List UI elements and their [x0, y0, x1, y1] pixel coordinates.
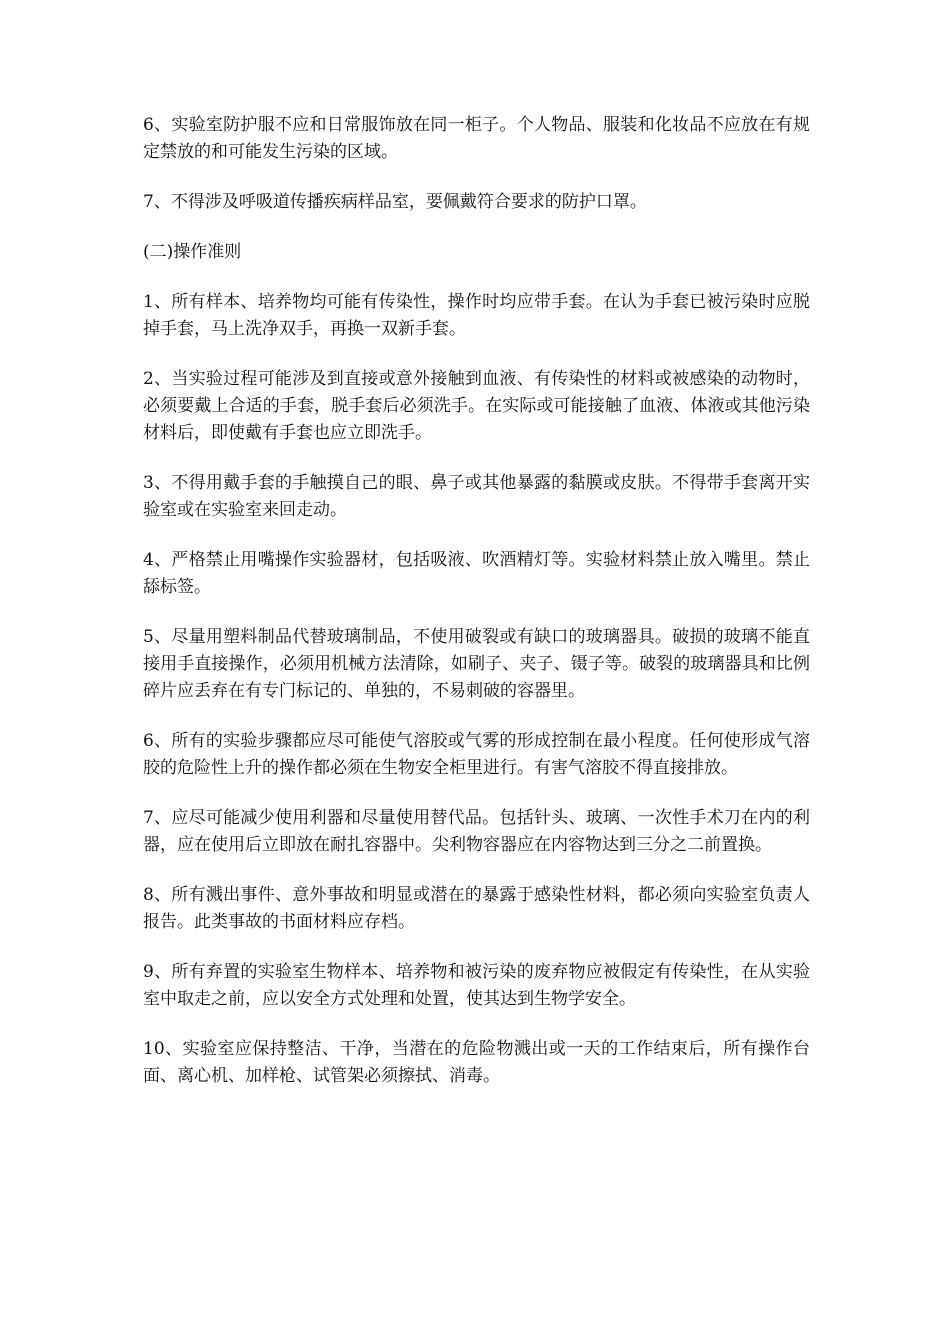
paragraph-op-rule-7: 7、应尽可能减少使用利器和尽量使用替代品。包括针头、玻璃、一次性手术刀在内的利器，应在使用后立即放在耐扎容器中。尖利物容器应在内容物达到三分之二前置换。 [143, 808, 810, 855]
paragraph-op-rule-6: 6、所有的实验步骤都应尽可能使气溶胶或气雾的形成控制在最小程度。任何使形成气溶胶的危险性上升的操作都必须在生物安全柜里进行。有害气溶胶不得直接排放。 [143, 731, 810, 778]
paragraph-op-rule-10: 10、实验室应保持整洁、干净，当潜在的危险物溅出或一天的工作结束后，所有操作台面、离心机、加样枪、试管架必须擦拭、消毒。 [143, 1039, 810, 1086]
paragraph-op-rule-3: 3、不得用戴手套的手触摸自己的眼、鼻子或其他暴露的黏膜或皮肤。不得带手套离开实验室或在实验室来回走动。 [143, 473, 810, 520]
paragraph-op-rule-4: 4、严格禁止用嘴操作实验器材，包括吸液、吹酒精灯等。实验材料禁止放入嘴里。禁止舔标签。 [143, 550, 810, 597]
paragraph-op-rule-2: 2、当实验过程可能涉及到直接或意外接触到血液、有传染性的材料或被感染的动物时，必须要戴上合适的手套，脱手套后必须洗手。在实际或可能接触了血液、体液或其他污染材料后，即使戴有手套也应立即洗手。 [143, 369, 810, 443]
section-heading-operation-rules: (二)操作准则 [143, 242, 242, 262]
document-body [143, 112, 810, 1113]
paragraph-rule-6-clothing: 6、实验室防护服不应和日常服饰放在同一柜子。个人物品、服装和化妆品不应放在有规定禁放的和可能发生污染的区域。 [143, 115, 810, 162]
paragraph-rule-7-mask: 7、不得涉及呼吸道传播疾病样品室，要佩戴符合要求的防护口罩。 [143, 192, 647, 212]
paragraph-op-rule-9: 9、所有弃置的实验室生物样本、培养物和被污染的废弃物应被假定有传染性，在从实验室中取走之前，应以安全方式处理和处置，使其达到生物学安全。 [143, 962, 810, 1009]
paragraph-op-rule-1: 1、所有样本、培养物均可能有传染性，操作时均应带手套。在认为手套已被污染时应脱掉手套，马上洗净双手，再换一双新手套。 [143, 292, 810, 339]
paragraph-op-rule-8: 8、所有溅出事件、意外事故和明显或潜在的暴露于感染性材料，都必须向实验室负责人报告。此类事故的书面材料应存档。 [143, 885, 810, 932]
paragraph-op-rule-5: 5、尽量用塑料制品代替玻璃制品，不使用破裂或有缺口的玻璃器具。破损的玻璃不能直接用手直接操作，必须用机械方法清除，如刷子、夹子、镊子等。破裂的玻璃器具和比例碎片应丢弃在有专门标记的、单独的，不易刺破的容器里。 [143, 627, 810, 701]
